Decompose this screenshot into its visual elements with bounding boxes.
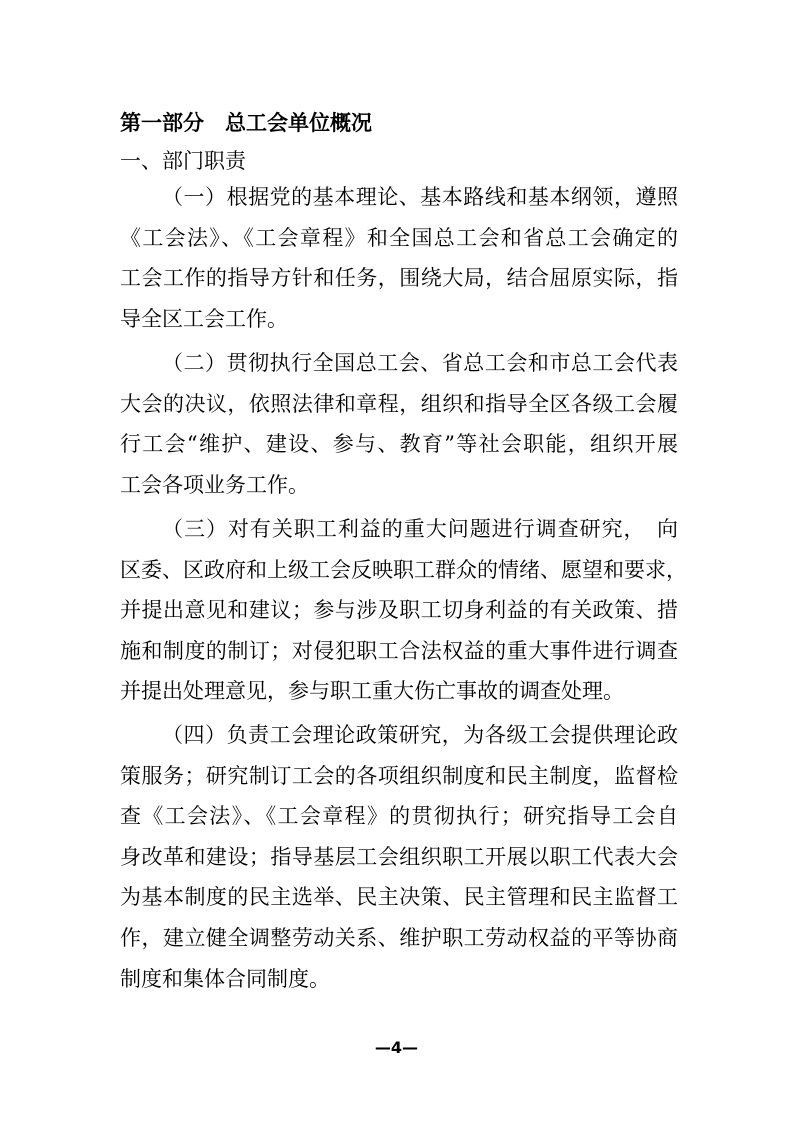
section-title: 第一部分 总工会单位概况	[120, 111, 372, 135]
paragraph-line: （四）负责工会理论政策研究，为各级工会提供理论政	[162, 723, 678, 747]
paragraph-line: 查《工会法》、《工会章程》的贯彻执行；研究指导工会自	[120, 804, 678, 829]
paragraph-line: （三）对有关职工利益的重大问题进行调查研究， 向	[162, 517, 678, 541]
paragraph-line: 大会的决议，依照法律和章程，组织和指导全区各级工会履	[120, 391, 678, 416]
page-number: —4—	[374, 1038, 419, 1057]
paragraph-line: 策服务；研究制订工会的各项组织制度和民主制度，监督检	[120, 763, 678, 788]
paragraph-line: 《工会法》、《工会章程》和全国总工会和省总工会确定的	[120, 225, 678, 250]
paragraph-4	[120, 715, 678, 999]
paragraph-line: 作，建立健全调整劳动关系、维护职工劳动权益的平等协商	[120, 925, 678, 950]
paragraph-line: 导全区工会工作。	[120, 306, 288, 331]
paragraph-line: 行工会“维护、建设、参与、教育”等社会职能，组织开展	[120, 432, 678, 457]
paragraph-line: 工会各项业务工作。	[120, 472, 309, 497]
paragraph-line: 为基本制度的民主选举、民主决策、民主管理和民主监督工	[120, 885, 678, 910]
paragraph-line: 区委、区政府和上级工会反映职工群众的情绪、愿望和要求，	[120, 557, 687, 582]
paragraph-3	[120, 509, 687, 712]
paragraph-line: （一）根据党的基本理论、基本路线和基本纲领，遵照	[162, 185, 678, 209]
paragraph-line: 工会工作的指导方针和任务，围绕大局，结合屈原实际，指	[120, 266, 678, 291]
section-heading: 一、部门职责	[120, 149, 246, 173]
paragraph-line: 施和制度的制订；对侵犯职工合法权益的重大事件进行调查	[120, 638, 678, 663]
paragraph-line: 制度和集体合同制度。	[120, 966, 330, 991]
paragraph-1	[120, 177, 678, 339]
paragraph-line: （二）贯彻执行全国总工会、省总工会和市总工会代表	[162, 351, 678, 375]
paragraph-line: 身改革和建设；指导基层工会组织职工开展以职工代表大会	[120, 844, 678, 869]
paragraph-line: 并提出意见和建议；参与涉及职工切身利益的有关政策、措	[120, 598, 678, 623]
paragraph-line: 并提出处理意见，参与职工重大伤亡事故的调查处理。	[120, 679, 624, 704]
paragraph-2	[120, 343, 678, 505]
